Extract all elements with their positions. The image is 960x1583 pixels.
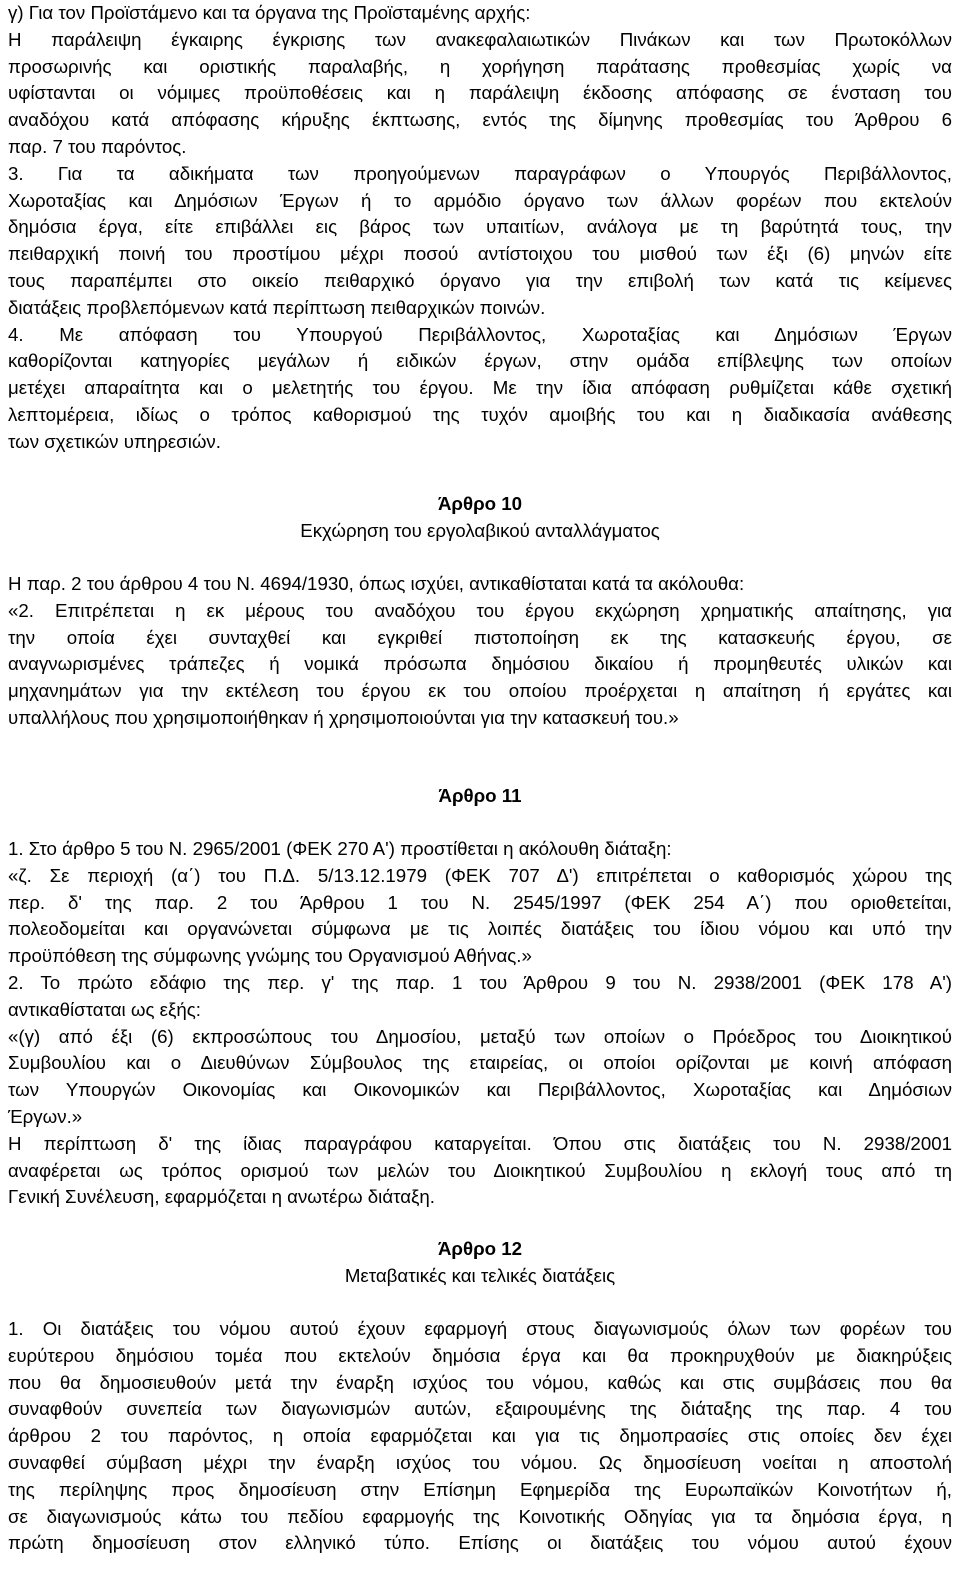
article-12-line: πρώτη δημοσίευση στον ελληνικό τύπο. Επίσης οι διατάξεις του νόμου αυτού έχουν xyxy=(8,1532,952,1554)
paragraph-line: προσωρινής και οριστικής παραλαβής, η χορήγηση παράτασης προθεσμίας χωρίς να xyxy=(8,55,952,77)
article-11-line: Έργων.» xyxy=(8,1105,83,1127)
article-12-subtitle: Μεταβατικές και τελικές διατάξεις xyxy=(344,1264,616,1286)
paragraph-line: τους παραπέμπει στο οικείο πειθαρχικό όργανο για την επιβολή των κατά τις κείμενες xyxy=(8,269,952,291)
article-10-line: υπαλλήλους που χρησιμοποιήθηκαν ή χρησιμοποιούνται για την κατασκευή του.» xyxy=(8,706,679,728)
article-11-line: «(γ) από έξι (6) εκπροσώπους του Δημοσίου, μεταξύ των οποίων ο Πρόεδρος του Διοικητικού xyxy=(8,1025,952,1047)
paragraph-line: γ) Για τον Προϊστάμενο και τα όργανα της Προϊσταμένης αρχής: xyxy=(8,2,531,23)
article-11-line: 2. Το πρώτο εδάφιο της περ. γ' της παρ. 1 του Άρθρου 9 του Ν. 2938/2001 (ΦΕΚ 178 Α') xyxy=(8,971,952,993)
paragraph-line: Η παράλειψη έγκαιρης έγκρισης των ανακεφαλαιωτικών Πινάκων και των Πρωτοκόλλων xyxy=(8,28,952,50)
article-11-heading: Άρθρο 11 xyxy=(438,785,522,806)
article-11-body xyxy=(8,836,952,1211)
article-12-line: της περίληψης προς δημοσίευση στην Επίσημη Εφημερίδα της Ευρωπαϊκών Κοινοτήτων ή, xyxy=(8,1478,952,1500)
article-11-line: αναφέρεται ως τρόπος ορισμού των μελών του Διοικητικού Συμβουλίου η εκλογή τους από τη xyxy=(8,1159,952,1181)
article-12-section xyxy=(8,1236,952,1290)
article-12-heading: Άρθρο 12 xyxy=(437,1238,523,1259)
article-10-line: αναγνωρισμένες τράπεζες ή νομικά πρόσωπα δημόσιου δικαίου ή προμηθευτές υλικών και xyxy=(8,653,952,675)
article-10-line: την οποία έχει συνταχθεί και εγκριθεί πιστοποίηση εκ της κατασκευής έργου, σε xyxy=(8,626,952,648)
paragraph-line: πειθαρχική ποινή του προστίμου μέχρι ποσού αντίστοιχου του μισθού των έξι (6) μηνών είτε xyxy=(8,243,952,265)
article-11-line: αντικαθίσταται ως εξής: xyxy=(8,998,201,1020)
paragraph-line: Χωροταξίας και Δημόσιων Έργων ή το αρμόδιο όργανο των άλλων φορέων που εκτελούν xyxy=(8,189,952,211)
paragraph-line: των σχετικών υπηρεσιών. xyxy=(8,430,221,452)
article-10-section xyxy=(8,491,952,545)
article-11-line: περ. δ' της παρ. 2 του Άρθρου 1 του Ν. 2545/1997 (ΦΕΚ 254 Α΄) που οριοθετείται, xyxy=(8,891,952,913)
article-12-line: ευρύτερου δημόσιου τομέα που εκτελούν δημόσια έργα και θα προκηρυχθούν με διακηρύξεις xyxy=(8,1344,952,1366)
paragraph-line: καθορίζονται κατηγορίες μεγάλων ή ειδικών έργων, στην ομάδα επίβλεψης των οποίων xyxy=(8,350,952,372)
article-11-line: Γενική Συνέλευση, εφαρμόζεται η ανωτέρω διάταξη. xyxy=(8,1186,435,1208)
article-12-line: συναφθούν συνεπεία των διαγωνισμών αυτών, εξαιρουμένης της διάταξης της παρ. 4 του xyxy=(8,1398,952,1420)
paragraph-line: αναδόχου κατά απόφασης κήρυξης έκπτωσης, εντός της δίμηνης προθεσμίας του Άρθρου 6 xyxy=(8,109,952,131)
article-10-line: μηχανημάτων για την εκτέλεση του έργου εκ του οποίου προέρχεται η απαίτηση ή εργάτες και xyxy=(8,680,952,702)
paragraph-line: λεπτομέρεια, ιδίως ο τρόπος καθορισμού της τυχόν αμοιβής του και η διαδικασία ανάθεσης xyxy=(8,403,952,425)
paragraph-line: μετέχει απαραίτητα και ο μελετητής του έργου. Με την ίδια απόφαση ρυθμίζεται κάθε σχετική xyxy=(8,377,952,399)
article-10-subtitle: Εκχώρηση του εργολαβικού ανταλλάγματος xyxy=(300,519,660,541)
article-10-line: «2. Επιτρέπεται η εκ μέρους του αναδόχου του έργου εκχώρηση χρηματικής απαίτησης, για xyxy=(8,599,952,621)
article-10-line: Η παρ. 2 του άρθρου 4 του Ν. 4694/1930, όπως ισχύει, αντικαθίσταται κατά τα ακόλουθα: xyxy=(8,573,745,594)
article-12-line: που θα δημοσιευθούν μετά την έναρξη ισχύος του νόμου, καθώς και στις συμβάσεις που θα xyxy=(8,1371,952,1393)
paragraphs-top xyxy=(8,0,952,456)
article-11-line: προϋπόθεση της σύμφωνης γνώμης του Οργανισμού Αθήνας.» xyxy=(8,945,532,967)
article-11-line: πολεοδομείται και οργανώνεται σύμφωνα με τις λοιπές διατάξεις του ίδιου νόμου και υπό την xyxy=(8,918,952,940)
article-12-line: συναφθεί σύμβαση μέχρι την έναρξη ισχύος του νόμου. Ως δημοσίευση νοείται η αποστολή xyxy=(8,1451,952,1473)
paragraph-line: 3. Για τα αδικήματα των προηγούμενων παραγράφων ο Υπουργός Περιβάλλοντος, xyxy=(8,162,952,184)
paragraph-line: παρ. 7 του παρόντος. xyxy=(8,135,187,157)
article-11-line: Η περίπτωση δ' της ίδιας παραγράφου καταργείται. Όπου στις διατάξεις του Ν. 2938/2001 xyxy=(8,1132,952,1154)
article-11-line: των Υπουργών Οικονομίας και Οικονομικών και Περιβάλλοντος, Χωροταξίας και Δημόσιων xyxy=(8,1079,952,1101)
article-12-line: 1. Οι διατάξεις του νόμου αυτού έχουν εφαρμογή στους διαγωνισμούς όλων των φορέων του xyxy=(8,1318,952,1339)
paragraph-line: διατάξεις προβλεπόμενων κατά περίπτωση πειθαρχικών ποινών. xyxy=(8,296,546,318)
article-11-section xyxy=(8,783,952,810)
paragraph-line: δημόσια έργα, είτε επιβάλλει εις βάρος των υπαιτίων, ανάλογα με τη βαρύτητά τους, την xyxy=(8,216,952,238)
article-12-line: σε διαγωνισμούς κάτω του πεδίου εφαρμογής της Κοινοτικής Οδηγίας για τα δημόσια έργα, η xyxy=(8,1505,952,1527)
paragraph-line: υφίστανται οι νόμιμες προϋποθέσεις και η παράλειψη έκδοσης απόφασης σε ένσταση του xyxy=(8,82,952,104)
article-11-line: «ζ. Σε περιοχή (α΄) του Π.Δ. 5/13.12.1979 (ΦΕΚ 707 Δ') επιτρέπεται ο καθορισμός χώρου της xyxy=(8,864,952,886)
article-10-body xyxy=(8,571,952,732)
article-12-line: άρθρου 2 του παρόντος, η οποία εφαρμόζεται και για τις δημοπρασίες στις οποίες δεν έχει xyxy=(8,1425,952,1447)
paragraph-line: 4. Με απόφαση του Υπουργού Περιβάλλοντος, Χωροταξίας και Δημόσιων Έργων xyxy=(8,323,952,345)
article-10-heading: Άρθρο 10 xyxy=(437,493,523,514)
article-11-line: Συμβουλίου και ο Διευθύνων Σύμβουλος της εταιρείας, οι οποίοι ορίζονται με κοινή απόφαση xyxy=(8,1052,952,1074)
article-12-body xyxy=(8,1316,952,1557)
article-11-line: 1. Στο άρθρο 5 του Ν. 2965/2001 (ΦΕΚ 270 Α') προστίθεται η ακόλουθη διάταξη: xyxy=(8,838,672,859)
